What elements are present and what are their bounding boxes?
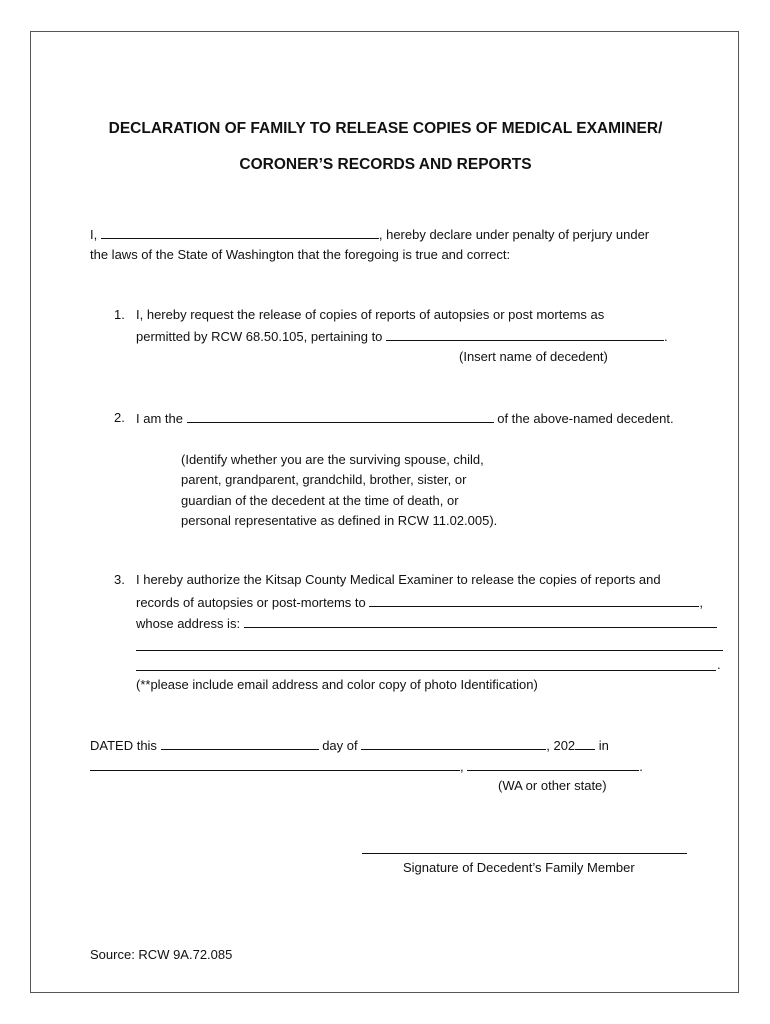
item2-prefix: I am the xyxy=(136,411,183,426)
item3-line5-suffix: . xyxy=(717,657,721,672)
dated-prefix: DATED this xyxy=(90,738,157,753)
source-citation: Source: RCW 9A.72.085 xyxy=(90,947,233,962)
month-blank[interactable] xyxy=(361,737,546,750)
item3-line2-suffix: , xyxy=(699,595,704,610)
item3-line2-prefix: records of autopsies or post-mortems to xyxy=(136,595,366,610)
location-period: . xyxy=(639,759,643,774)
item1-line1: I, hereby request the release of copies of reports of autopsies or post mortems as xyxy=(136,307,605,322)
item2-note-line3: guardian of the decedent at the time of death, or xyxy=(181,493,459,508)
year-prefix: , 202 xyxy=(546,738,576,753)
state-hint: (WA or other state) xyxy=(498,778,607,793)
location-line xyxy=(90,758,643,775)
item3-line2 xyxy=(136,594,703,611)
form-title-line1: DECLARATION OF FAMILY TO RELEASE COPIES OF MEDICAL EXAMINER/ xyxy=(108,120,663,137)
signature-line[interactable] xyxy=(362,853,687,854)
location-comma: , xyxy=(460,759,464,774)
dated-line xyxy=(90,737,609,754)
item2-suffix: of the above-named decedent. xyxy=(497,411,674,426)
item1-line2-suffix: . xyxy=(664,329,668,344)
form-page xyxy=(30,31,739,993)
city-blank[interactable] xyxy=(90,758,460,771)
state-blank[interactable] xyxy=(467,758,639,771)
signature-label: Signature of Decedent’s Family Member xyxy=(403,860,635,875)
relationship-blank[interactable] xyxy=(187,410,494,423)
decedent-name-blank[interactable] xyxy=(386,328,664,341)
item2-number: 2. xyxy=(114,410,125,425)
form-title-line2: CORONER’S RECORDS AND REPORTS xyxy=(239,156,532,173)
item1-number: 1. xyxy=(114,307,125,322)
item3-note: (**please include email address and color copy of photo Identification) xyxy=(136,677,538,692)
item2-line xyxy=(136,410,674,427)
item2-note-line1: (Identify whether you are the surviving spouse, child, xyxy=(181,452,484,467)
item2-note-line4: personal representative as defined in RCW 11.02.005). xyxy=(181,513,498,528)
item3-number: 3. xyxy=(114,572,125,587)
item2-note-line2: parent, grandparent, grandchild, brother, sister, or xyxy=(181,472,467,487)
intro-line1 xyxy=(90,226,649,243)
intro-line2: the laws of the State of Washington that the foregoing is true and correct: xyxy=(90,247,511,262)
declarant-name-blank[interactable] xyxy=(101,226,379,239)
in-label: in xyxy=(598,738,609,753)
decedent-name-hint: (Insert name of decedent) xyxy=(459,349,608,364)
item1-line2-prefix: permitted by RCW 68.50.105, pertaining to xyxy=(136,329,383,344)
address-blank-3[interactable] xyxy=(136,670,716,671)
day-of-label: day of xyxy=(322,738,358,753)
recipient-name-blank[interactable] xyxy=(369,594,699,607)
intro-suffix: , hereby declare under penalty of perjury under xyxy=(378,227,650,242)
address-blank-2[interactable] xyxy=(136,650,723,651)
item3-line3 xyxy=(136,615,717,632)
item3-line3-prefix: whose address is: xyxy=(136,616,241,631)
address-blank-1[interactable] xyxy=(244,615,717,628)
day-blank[interactable] xyxy=(161,737,319,750)
intro-prefix: I, xyxy=(90,227,98,242)
item3-line1: I hereby authorize the Kitsap County Medical Examiner to release the copies of reports and xyxy=(136,572,661,587)
item1-line2 xyxy=(136,328,668,345)
year-blank[interactable] xyxy=(575,737,595,750)
